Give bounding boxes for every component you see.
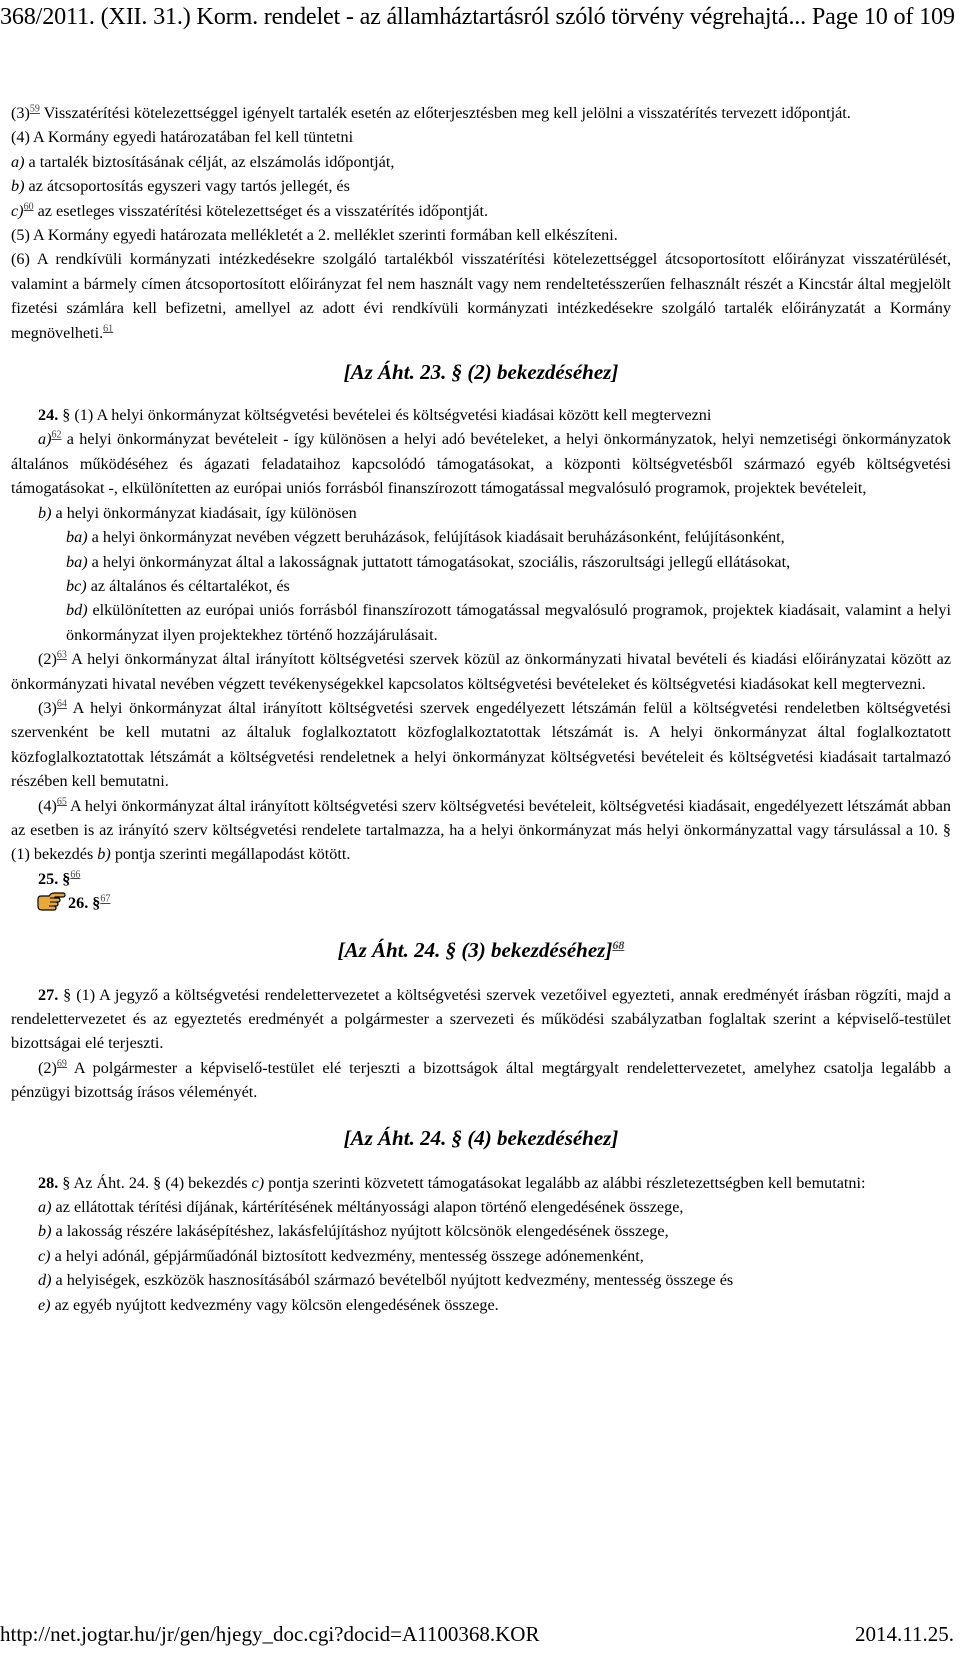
sub-item-bc — [11, 574, 951, 598]
section-number: 27. — [38, 985, 59, 1004]
item-label: ba) — [66, 528, 88, 547]
item-text: a helyi önkormányzat által a lakosságnak juttatott támogatásokat, szociális, rászorultsági jellegű ellátásokat, — [87, 552, 791, 571]
paragraph-text: A helyi önkormányzat által irányított költségvetési szerv költségvetési bevételeit, költségvetési kiadásait, engedélyezett létszámát abban az esetben is az irányító szerv költségvetési rendelete tartalmazza, ha a helyi önkormányzat más helyi önkormányzattal vagy társulással a 10. § (1) bekezdés — [11, 796, 951, 864]
paragraph-23-6 — [11, 247, 951, 345]
item-text: a helyi önkormányzat nevében végzett beruházások, felújítások kiadásait beruházásonként, felújításonként, — [87, 528, 785, 547]
item-text: az egyéb nyújtott kedvezmény vagy kölcsön elengedésének összege. — [50, 1295, 499, 1314]
item-text: az általános és céltartalékot, és — [86, 576, 290, 595]
paragraph-text: A polgármester a képviselő-testület elé terjeszti a bizottságok által megtárgyalt rendelettervezetet, amelyhez csatolja legalább a pénzügyi bizottság írásos véleményét. — [11, 1058, 951, 1102]
paragraph-number: (2) — [38, 1058, 57, 1077]
section-number: 28. — [38, 1173, 59, 1192]
item-label: b) — [38, 1222, 52, 1241]
paragraph-text: (6) A rendkívüli kormányzati intézkedésekre szolgáló tartalékból visszatérítési kötelezettséggel átcsoportosított előirányzat visszatérülését, valamint a bármely címen átcsoportosított előirányzat fel nem használt vagy nem rendeltetésszerűen felhasznált részét a Kincstár által megjelölt fizetési számlára kell befizetni, amellyel az adott évi rendkívüli kormányzati intézkedésekre szolgáló tartalék előirányzatát a Kormány megnövelheti. — [11, 250, 951, 342]
list-item-a — [11, 427, 951, 500]
paragraph-23-3 — [11, 101, 951, 125]
section-28 — [11, 1171, 951, 1195]
list-item-a — [11, 1195, 951, 1219]
paragraph-number: (3) — [11, 104, 30, 122]
section-24-2 — [11, 647, 951, 696]
item-text: az ellátottak térítési díjának, kártérítésének méltányossági alapon történő elengedésének összege, — [51, 1198, 684, 1217]
item-label: a) — [38, 1198, 52, 1217]
item-label: ba) — [66, 552, 88, 571]
item-text: a helyi önkormányzat bevételeit - így különösen a helyi adó bevételeket, a helyi önkormányzatok, helyi nemzetiségi önkormányzatok általános működéséhez és ágazati feladataihoz kapcsolódó támogatásokat, a központi költségvetésből származó egyéb költségvetési támogatásokat -, elkülönítetten az európai uniós forrásból finanszírozott támogatással megvalósuló programok, projektek bevételeit, — [11, 430, 951, 498]
paragraph-text: § (1) A jegyző a költségvetési rendelettervezetet a költségvetési szervek vezetőivel egyezteti, annak eredményét írásban rögzíti, majd a rendelettervezetet és az egyeztetés eredményét a polgármester a szervezeti és működési szabályzatban foglaltak szerint a képviselő-testület bizottságai elé terjeszti. — [11, 985, 951, 1053]
footnote-link[interactable]: 64 — [56, 698, 67, 710]
paragraph-23-5: (5) A Kormány egyedi határozata mellékletét a 2. melléklet szerinti formában kell elkészíteni. — [11, 226, 618, 245]
section-heading: [Az Áht. 24. § (4) bekezdéséhez] — [343, 1125, 619, 1150]
footnote-link[interactable]: 67 — [100, 893, 111, 905]
footnote-link[interactable]: 65 — [56, 796, 67, 808]
footnote-link[interactable]: 69 — [56, 1058, 67, 1070]
item-label: bc) — [66, 576, 87, 595]
item-label: b) — [38, 503, 52, 522]
item-label: bd) — [66, 601, 88, 620]
item-label: c) — [11, 201, 24, 220]
document-body — [11, 101, 951, 1317]
list-item-b — [11, 501, 951, 525]
item-text: a lakosság részére lakásépítéshez, lakásfelújításhoz nyújtott kölcsönök elengedésének összege, — [51, 1222, 669, 1241]
section-26 — [11, 891, 951, 915]
section-24-4 — [11, 794, 951, 867]
footnote-link[interactable]: 68 — [612, 937, 625, 952]
item-label: e) — [38, 1295, 51, 1314]
item-text: elkülönítetten az európai uniós forrásból finanszírozott támogatással megvalósuló programok, projektek kiadásait, valamint a helyi önkormányzat ilyen projektekhez történő hozzájárulásait. — [66, 601, 951, 644]
item-text: a tartalék biztosításának célját, az elszámolás időpontját, — [24, 152, 395, 171]
list-item-b — [11, 1219, 951, 1243]
heading-text: [Az Áht. 24. § (3) bekezdéséhez] — [337, 937, 613, 962]
paragraph-text: Visszatérítési kötelezettséggel igényelt tartalék esetén az előterjesztésben meg kell jelölni a visszatérítés tervezett időpontját. — [39, 104, 851, 122]
list-item-b — [11, 174, 951, 198]
section-number: 26. § — [68, 894, 101, 913]
pointing-hand-icon[interactable] — [36, 891, 66, 911]
item-text: a helyi adónál, gépjárműadónál biztosított kedvezmény, mentesség összege adónemenként, — [50, 1246, 644, 1265]
footnote-link[interactable]: 63 — [56, 649, 67, 661]
section-24-1 — [11, 403, 951, 427]
list-item-a — [11, 150, 951, 174]
footer-url[interactable]: http://net.jogtar.hu/jr/gen/hjegy_doc.cgi?docid=A1100368.KOR — [0, 1622, 540, 1646]
paragraph-number: (4) — [38, 796, 57, 815]
sub-item-bd — [11, 598, 951, 647]
list-item-c — [11, 1244, 951, 1268]
section-number: 25. § — [38, 869, 71, 888]
point-label: b) — [97, 845, 111, 864]
section-25 — [11, 867, 951, 891]
footnote-link[interactable]: 60 — [23, 201, 34, 213]
paragraph-text: pontja szerinti közvetett támogatásokat legalább az alábbi részletezettségben kell bemutatni: — [264, 1173, 866, 1192]
section-heading: [Az Áht. 23. § (2) bekezdéséhez] — [343, 360, 619, 385]
sub-item-ba — [11, 525, 951, 549]
item-label: a) — [38, 430, 52, 449]
sub-item-ba-2 — [11, 550, 951, 574]
section-number: 24. — [38, 406, 59, 425]
footnote-link[interactable]: 61 — [103, 323, 114, 335]
paragraph-number: (2) — [38, 650, 57, 669]
item-text: az esetleges visszatérítési kötelezettséget és a visszatérítés időpontját. — [33, 201, 489, 220]
item-label: a) — [11, 152, 25, 171]
item-text: a helyi önkormányzat kiadásait, így különösen — [51, 503, 357, 522]
paragraph-text: § (1) A helyi önkormányzat költségvetési bevételei és költségvetési kiadásai között kell megtervezni — [58, 406, 712, 425]
footnote-link[interactable]: 59 — [29, 103, 40, 115]
footer-date: 2014.11.25. — [855, 1622, 954, 1646]
item-label: d) — [38, 1271, 52, 1290]
page-header: 368/2011. (XII. 31.) Korm. rendelet - az államháztartásról szóló törvény végrehajtá... Page 10 of 109 — [0, 3, 955, 30]
footnote-link[interactable]: 62 — [51, 430, 62, 442]
paragraph-number: (3) — [38, 698, 57, 717]
paragraph-text: A helyi önkormányzat által irányított költségvetési szervek engedélyezett létszámán felül a költségvetési rendeletben költségvetési szervenként be kell mutatni az általuk foglalkoztatott közfoglalkoztatottak létszámát is. A helyi önkormányzat által foglalkoztatott közfoglalkoztatottak létszámát a költségvetési rendeletnek a helyi önkormányzat költségvetési bevételeit és költségvetési kiadásait tartalmazó részében kell bemutatni. — [11, 698, 951, 791]
section-24-3 — [11, 696, 951, 794]
paragraph-text: A helyi önkormányzat által irányított költségvetési szervek közül az önkormányzati hivatal bevételi és kiadási előirányzatai között az önkormányzati hivatal nevében végzett tevékenységekkel kapcsolatos költségvetési bevételeket és költségvetési kiadásokat kell megtervezni. — [11, 650, 951, 693]
item-text: a helyiségek, eszközök hasznosításából származó bevételből nyújtott kedvezmény, mentesség összege és — [51, 1271, 734, 1290]
list-item-c — [11, 199, 951, 223]
list-item-e — [11, 1293, 951, 1317]
paragraph-text: pontja szerinti megállapodást kötött. — [110, 845, 351, 864]
point-label: c) — [251, 1173, 265, 1192]
item-label: c) — [38, 1246, 51, 1265]
section-27-1 — [11, 983, 951, 1056]
item-label: b) — [11, 177, 25, 196]
paragraph-text: § Az Áht. 24. § (4) bekezdés — [58, 1173, 252, 1192]
section-heading — [11, 937, 951, 963]
item-text: az átcsoportosítás egyszeri vagy tartós jellegét, és — [24, 177, 350, 196]
list-item-d — [11, 1268, 951, 1292]
paragraph-23-4: (4) A Kormány egyedi határozatában fel kell tüntetni — [11, 128, 354, 147]
footnote-link[interactable]: 66 — [70, 869, 81, 881]
section-27-2 — [11, 1056, 951, 1105]
